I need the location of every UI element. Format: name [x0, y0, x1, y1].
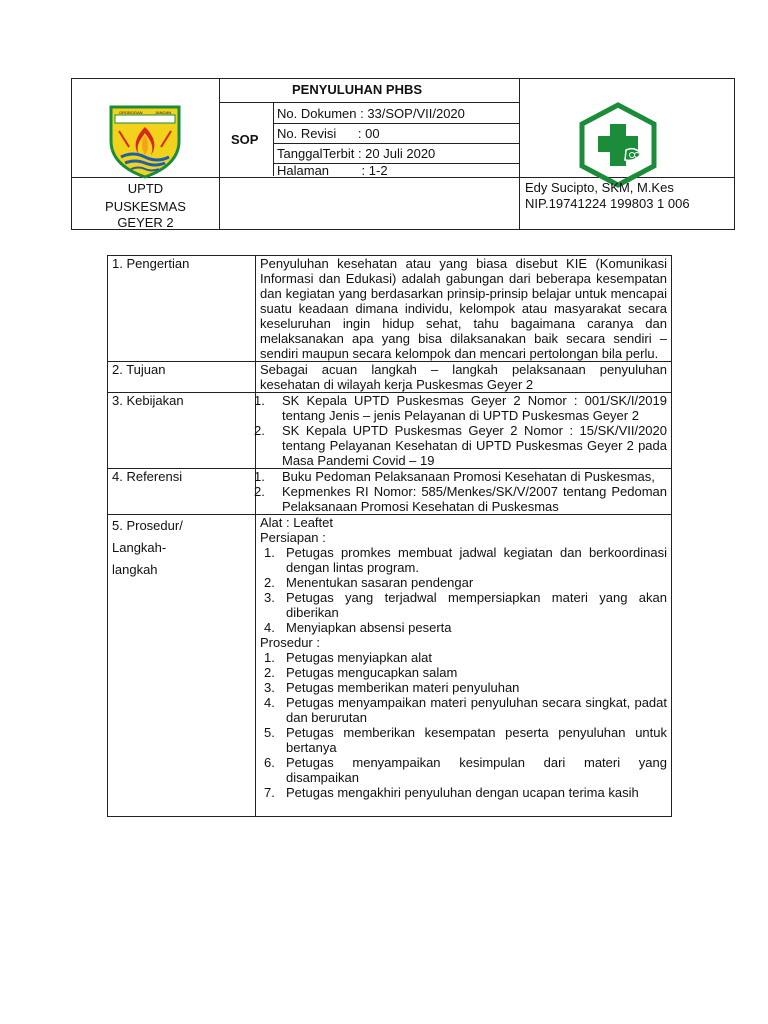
persiapan-list	[260, 545, 667, 635]
page-count: Halaman : 1-2	[277, 163, 388, 178]
sop-header	[71, 78, 735, 230]
list-item: 3. Petugas yang terjadwal mempersiapkan materi yang akan diberikan	[264, 590, 667, 620]
header-divider	[273, 102, 274, 176]
health-cross-icon	[577, 102, 659, 188]
list-item: 3. Petugas memberikan materi penyuluhan	[264, 680, 520, 695]
header-divider	[273, 143, 519, 144]
list-item: 4. Menyiapkan absensi peserta	[264, 620, 452, 635]
label-kebijakan: 3. Kebijakan	[108, 393, 256, 469]
regency-crest-icon	[105, 101, 185, 179]
list-item: 1. Buku Pedoman Pelaksanaan Promosi Kesehatan di Puskesmas,	[254, 469, 655, 484]
prosedur-heading: Prosedur :	[260, 635, 320, 650]
list-item: 4. Petugas menyampaikan materi penyuluhan secara singkat, padat dan berurutan	[264, 695, 667, 725]
label-prosedur-line-2: Langkah-	[112, 540, 167, 555]
sop-label: SOP	[231, 132, 259, 147]
procedure-content	[256, 515, 672, 817]
crest-banner-right: JANGAN	[155, 110, 172, 115]
list-item: 1. SK Kepala UPTD Puskesmas Geyer 2 Nomor : 001/SK/I/2019 tentang Jenis – jenis Pelayanan di UPTD Puskesmas Geyer 2	[254, 393, 667, 423]
label-prosedur-line-1: 5. Prosedur/	[112, 518, 183, 533]
label-pengertian: 1. Pengertian	[108, 256, 256, 362]
list-item: 5. Petugas memberikan kesempatan peserta penyuluhan untuk bertanya	[264, 725, 667, 755]
list-item: 1. Petugas menyiapkan alat	[264, 650, 432, 665]
label-referensi: 4. Referensi	[108, 469, 256, 515]
langkah-list	[260, 650, 667, 800]
sop-content-table	[107, 255, 672, 817]
alat-line: Alat : Leaftet	[260, 515, 333, 530]
list-referensi	[256, 469, 672, 515]
list-item: 6. Petugas menyampaikan kesimpulan dari materi yang disampaikan	[264, 755, 667, 785]
list-item: 2. Kepmenkes RI Nomor: 585/Menkes/SK/V/2007 tentang Pedoman Pelaksanaan Promosi Kesehatan di Puskesmas	[254, 484, 667, 514]
persiapan-heading: Persiapan :	[260, 530, 326, 545]
row-kebijakan	[108, 393, 672, 469]
list-item: 2. Menentukan sasaran pendengar	[264, 575, 474, 590]
header-divider	[519, 79, 520, 229]
header-divider	[273, 123, 519, 124]
row-prosedur	[108, 515, 672, 817]
doc-number: No. Dokumen : 33/SOP/VII/2020	[277, 106, 465, 121]
issue-date: TanggalTerbit : 20 Juli 2020	[277, 146, 436, 161]
label-prosedur-line-3: langkah	[112, 562, 158, 577]
org-name-line-1: UPTD	[127, 181, 164, 196]
header-divider	[219, 102, 519, 103]
crest-banner-left: GROBOGAN	[119, 110, 143, 115]
text-pengertian: Penyuluhan kesehatan atau yang biasa disebut KIE (Komunikasi Informasi dan Edukasi) adalah gabungan dari beberapa kesempatan dan kegiatan yang berdasarkan prinsip-prinsip belajar untuk mencapai suatu keadaan dimana individu, kelompok atau masyarakat secara keseluruhan ingin hidup sehat, tahu bagaimana caranya dan melaksanakan apa yang bisa dilaksanakan baik secara sendiri – sendiri maupun secara kelompok dan mencari pertolongan bila perlu.	[256, 256, 672, 362]
revision-number: No. Revisi : 00	[277, 126, 380, 141]
list-item: 2. SK Kepala UPTD Puskesmas Geyer 2 Nomor : 15/SK/VII/2020 tentang Pelayanan Kesehatan di UPTD Puskesmas Geyer 2 pada Masa Pandemi Covid – 19	[254, 423, 667, 468]
text-tujuan: Sebagai acuan langkah – langkah pelaksanaan penyuluhan kesehatan di wilayah kerja Puskesmas Geyer 2	[256, 362, 672, 393]
list-item: 7. Petugas mengakhiri penyuluhan dengan ucapan terima kasih	[264, 785, 639, 800]
label-tujuan: 2. Tujuan	[108, 362, 256, 393]
org-name-line-2: PUSKESMAS	[105, 199, 186, 214]
signer-name: Edy Sucipto, SKM, M.Kes	[525, 180, 674, 195]
document-title: PENYULUHAN PHBS	[292, 82, 423, 97]
list-kebijakan	[256, 393, 672, 469]
row-pengertian	[108, 256, 672, 362]
row-tujuan	[108, 362, 672, 393]
label-prosedur	[108, 515, 256, 817]
signer-nip: NIP.19741224 199803 1 006	[525, 196, 690, 211]
list-item: 1. Petugas promkes membuat jadwal kegiatan dan berkoordinasi dengan lintas program.	[264, 545, 667, 575]
org-name-line-3: GEYER 2	[117, 215, 174, 230]
list-item: 2. Petugas mengucapkan salam	[264, 665, 458, 680]
row-referensi	[108, 469, 672, 515]
